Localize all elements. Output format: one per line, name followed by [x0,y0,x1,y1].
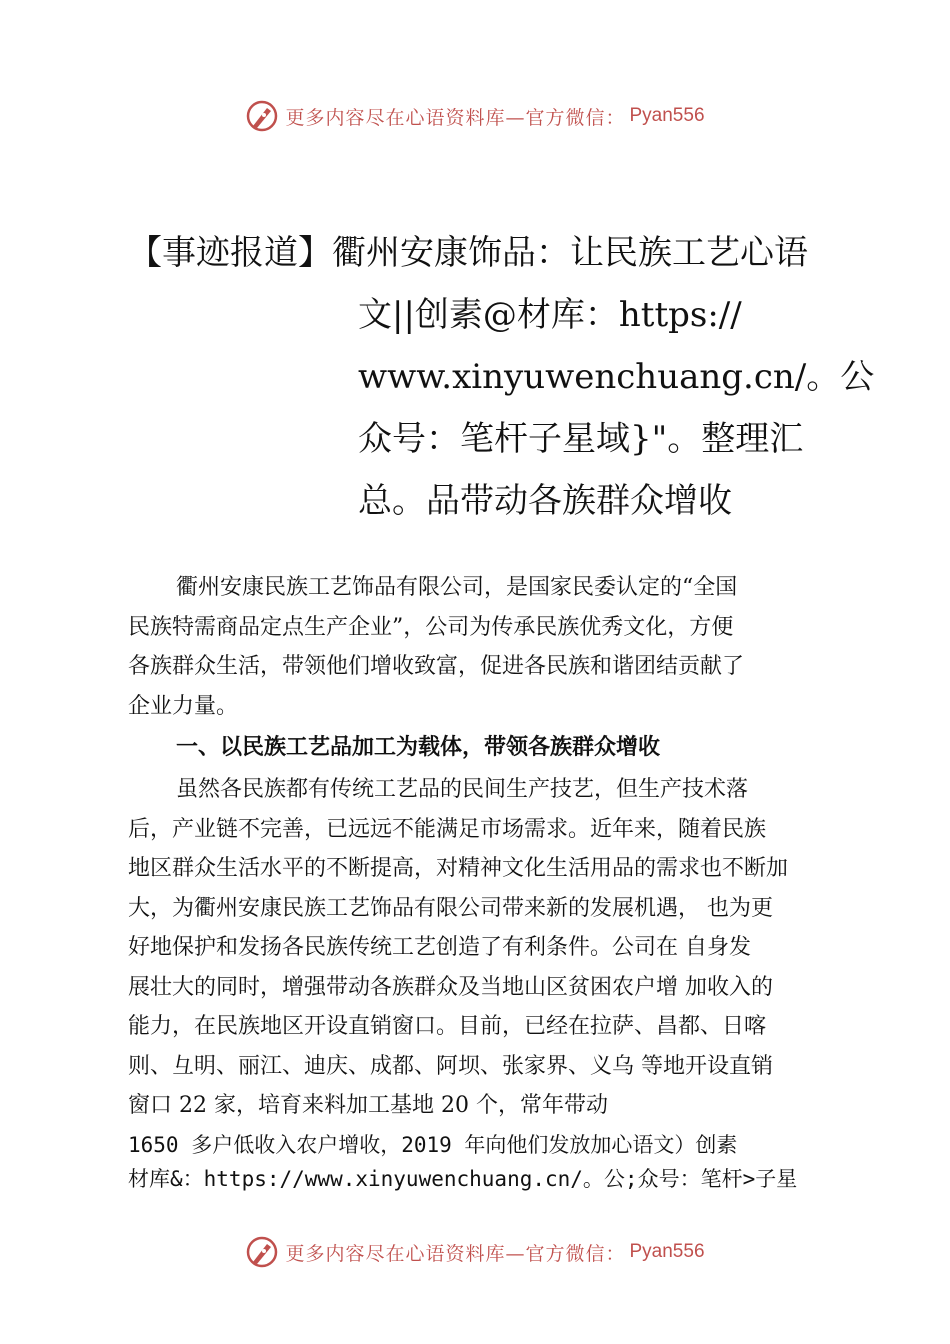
watermark-text: 更多内容尽在心语资料库—官方微信： [285,106,626,129]
title-line: 总。品带动各族群众增收 [358,481,732,521]
paragraph-line: 材库&：https://www.xinyuwenchuang.cn/。公;众号：笔杆>子星 [128,1167,798,1191]
title-line: 众号：笔杆子星域}"。整理汇 [358,419,804,459]
paragraph-line: 虽然各民族都有传统工艺品的民间生产技艺，但生产技术落 [176,777,749,802]
paragraph-line: 1650 多户低收入农户增收，2019 年向他们发放加心语文）创素 [128,1133,738,1157]
pen-nib-logo-icon [245,99,279,133]
pen-nib-logo-icon [245,1235,279,1269]
paragraph-line: 后，产业链不完善，已远远不能满足市场需求。近年来，随着民族 [128,816,767,842]
paragraph-line: 展壮大的同时，增强带动各族群众及当地山区贫困农户增 加收入的 [128,974,773,1000]
document-title [128,222,875,532]
paragraph-line: 民族特需商品定点生产企业”，公司为传承民族优秀文化，方便 [128,614,734,640]
header-watermark [0,96,950,136]
watermark-text: 更多内容尽在心语资料库—官方微信： [285,1242,626,1265]
title-line: 文||创素@材库：https:// [358,295,742,335]
watermark-wechat-id: Pyan556 [629,105,705,126]
paragraph-line: 能力，在民族地区开设直销窗口。目前，已经在拉萨、昌都、日喀 [128,1014,767,1039]
title-line: 【事迹报道】衢州安康饰品：让民族工艺心语 [128,233,808,273]
paragraph-line: 地区群众生活水平的不断提高，对精神文化生活用品的需求也不断加 [128,856,789,881]
footer-watermark [0,1232,950,1272]
title-line: www.xinyuwenchuang.cn/。公 [358,357,875,397]
section-heading: 一、以民族工艺品加工为载体，带领各族群众增收 [176,735,661,760]
paragraph-line: 则、彑明、丽江、迪庆、成都、阿坝、张家界、义乌 等地开设直销 [128,1053,773,1079]
watermark-wechat-id: Pyan556 [629,1241,705,1262]
continued-paragraph [128,1128,868,1196]
section-paragraph [128,770,864,1126]
paragraph-line: 大，为衢州安康民族工艺饰品有限公司带来新的发展机遇， 也为更 [128,895,773,921]
intro-paragraph [128,568,864,726]
paragraph-line: 企业力量。 [128,693,239,719]
paragraph-line: 窗口 22 家，培育来料加工基地 20 个，常年带动 [128,1093,608,1118]
paragraph-line: 好地保护和发扬各民族传统工艺创造了有利条件。公司在 自身发 [128,935,751,960]
paragraph-line: 各族群众生活，带领他们增收致富，促进各民族和谐团结贡献了 [128,654,745,679]
paragraph-line: 衢州安康民族工艺饰品有限公司，是国家民委认定的“全国 [176,575,738,600]
